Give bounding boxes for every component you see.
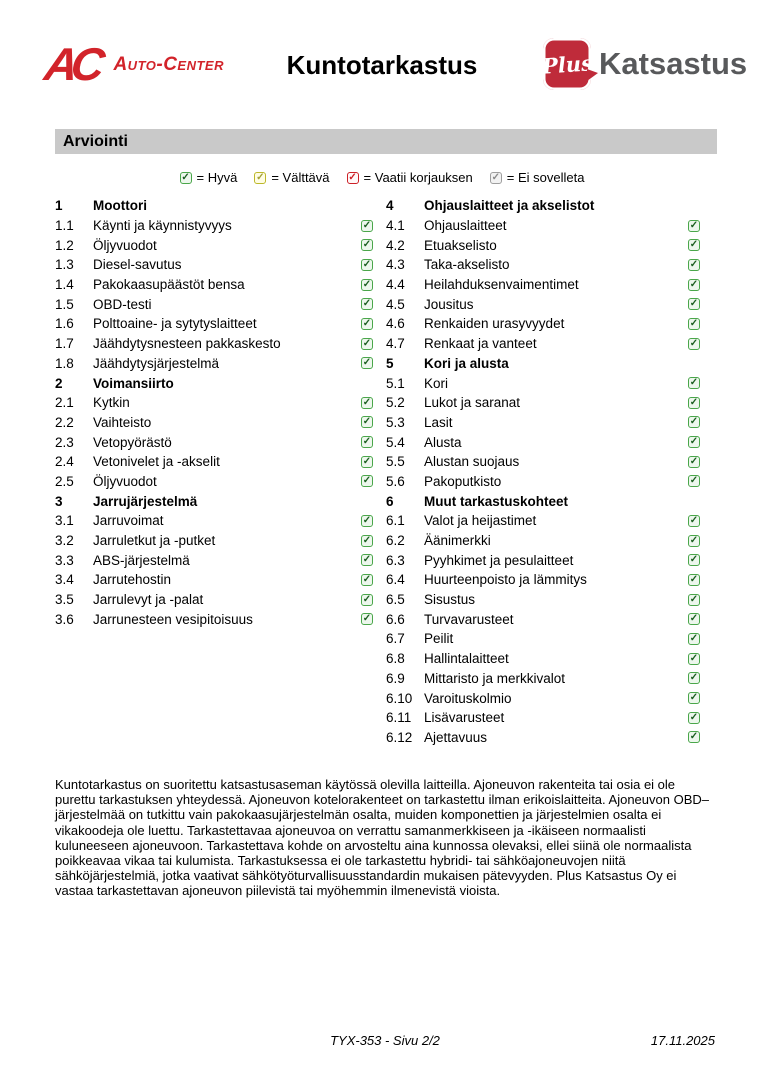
checklist-item-row bbox=[55, 511, 373, 531]
item-number: 2.5 bbox=[55, 473, 74, 489]
section-header-row bbox=[55, 196, 373, 216]
item-label: Huurteenpoisto ja lämmitys bbox=[424, 572, 587, 588]
item-label: ABS-järjestelmä bbox=[93, 552, 190, 568]
section-header-row bbox=[55, 373, 373, 393]
item-label: OBD-testi bbox=[93, 296, 152, 312]
item-label: Ohjauslaitteet bbox=[424, 218, 507, 234]
item-number: 4.7 bbox=[386, 336, 405, 352]
status-checkbox-good: ✓ bbox=[689, 416, 699, 428]
checklist-item-row bbox=[386, 216, 700, 236]
section-number: 2 bbox=[55, 375, 63, 391]
item-label: Sisustus bbox=[424, 592, 476, 608]
item-number: 2.2 bbox=[55, 414, 74, 430]
page-footer bbox=[55, 1033, 715, 1051]
item-number: 1.7 bbox=[55, 336, 74, 352]
item-label: Pakokaasupäästöt bensa bbox=[93, 277, 245, 293]
item-label: Lisävarusteet bbox=[424, 710, 505, 726]
status-checkbox-good: ✓ bbox=[362, 475, 372, 487]
section-header-row bbox=[386, 196, 700, 216]
item-label: Valot ja heijastimet bbox=[424, 513, 537, 529]
item-number: 6.12 bbox=[386, 729, 413, 745]
status-checkbox-good: ✓ bbox=[362, 258, 372, 270]
status-checkbox-repair: ✓ bbox=[348, 171, 357, 183]
status-checkbox-good: ✓ bbox=[689, 436, 699, 448]
item-label: Jarrutehostin bbox=[93, 572, 172, 588]
section-title: Jarrujärjestelmä bbox=[93, 493, 198, 509]
checklist-item-row bbox=[55, 432, 373, 452]
checklist-item-row bbox=[55, 413, 373, 433]
checklist-item-row bbox=[55, 354, 373, 374]
status-checkbox-good: ✓ bbox=[689, 239, 699, 251]
status-checkbox-good: ✓ bbox=[362, 239, 372, 251]
status-checkbox-good: ✓ bbox=[689, 692, 699, 704]
status-checkbox-good: ✓ bbox=[689, 475, 699, 487]
item-number: 5.2 bbox=[386, 395, 405, 411]
item-label: Jarrulevyt ja -palat bbox=[93, 592, 204, 608]
checklist-item-row bbox=[386, 550, 700, 570]
item-number: 3.4 bbox=[55, 572, 74, 588]
status-checkbox-good: ✓ bbox=[181, 171, 190, 183]
item-number: 5.3 bbox=[386, 414, 405, 430]
item-number: 5.6 bbox=[386, 473, 405, 489]
item-label: Mittaristo ja merkkivalot bbox=[424, 670, 566, 686]
checklist-column-right bbox=[386, 196, 700, 747]
checklist-item-row bbox=[386, 609, 700, 629]
legend-label: = Vaatii korjauksen bbox=[363, 170, 473, 185]
checklist-item-row bbox=[55, 393, 373, 413]
item-number: 3.2 bbox=[55, 533, 74, 549]
item-label: Pyyhkimet ja pesulaitteet bbox=[424, 552, 574, 568]
item-label: Alusta bbox=[424, 434, 462, 450]
checklist-item-row bbox=[386, 314, 700, 334]
checklist-item-row bbox=[386, 531, 700, 551]
disclaimer-text: Kuntotarkastus on suoritettu katsastusaseman käytössä olevilla laitteilla. Ajoneuvon rakenteita tai osia ei ole purettu tarkastuksen yhteydessä. Ajoneuvon kotelorakenteet on tarkastettu ilman erikoislaitteita. Ajoneuvon OBD–järjestelmää on tutkittu vain pakokaasujärjestelmän osalta, muiden komponettien ja järjestelmien osalta ei vikakoodeja ole luettu. Tarkastettavaa ajoneuvoa on verrattu samanmerkkiseen ja -ikäiseen normaalisti kuluneeseen ajoneuvoon. Tarkastettava kohde on arvosteltu aina kunnossa olevaksi, ellei siinä ole normaalista poikkeavaa vikaa tai kulumista. Tarkastuksessa ei ole tarkastettu hybridi- tai sähköajoneuvojen niitä sähköjärjestelmiä, jotka vaativat sähkötyöturvallisuusstandardin mukaisen pätevyyden. Plus Katsastus Oy ei vastaa tarkastettavan ajoneuvon piilevistä tai myöhemmin ilmenevistä vioista. bbox=[55, 777, 709, 899]
item-label: Käynti ja käynnistyvyys bbox=[93, 218, 232, 234]
status-checkbox-good: ✓ bbox=[689, 632, 699, 644]
checklist-item-row bbox=[386, 708, 700, 728]
status-checkbox-good: ✓ bbox=[689, 573, 699, 585]
status-checkbox-good: ✓ bbox=[689, 377, 699, 389]
item-label: Peilit bbox=[424, 631, 454, 647]
section-header-row bbox=[386, 354, 700, 374]
item-number: 6.2 bbox=[386, 533, 405, 549]
item-number: 4.5 bbox=[386, 296, 405, 312]
checklist-item-row bbox=[55, 255, 373, 275]
item-number: 6.3 bbox=[386, 552, 405, 568]
item-number: 1.3 bbox=[55, 257, 74, 273]
status-checkbox-good: ✓ bbox=[362, 396, 372, 408]
status-checkbox-good: ✓ bbox=[689, 396, 699, 408]
item-label: Öljyvuodot bbox=[93, 237, 157, 253]
item-label: Etuakselisto bbox=[424, 237, 497, 253]
section-title: Voimansiirto bbox=[93, 375, 174, 391]
item-label: Jousitus bbox=[424, 296, 474, 312]
checklist-item-row bbox=[55, 609, 373, 629]
status-checkbox-good: ✓ bbox=[362, 357, 372, 369]
status-checkbox-good: ✓ bbox=[689, 593, 699, 605]
status-legend bbox=[0, 170, 764, 185]
plus-badge-text: Plus bbox=[540, 49, 594, 79]
checklist-item-row bbox=[55, 314, 373, 334]
legend-item-fair bbox=[254, 170, 329, 185]
legend-label: = Hyvä bbox=[196, 170, 238, 185]
section-number: 5 bbox=[386, 355, 394, 371]
item-label: Jarruletkut ja -putket bbox=[93, 533, 216, 549]
status-checkbox-good: ✓ bbox=[362, 219, 372, 231]
checklist-item-row bbox=[55, 452, 373, 472]
item-label: Vetonivelet ja -akselit bbox=[93, 454, 220, 470]
section-header-row bbox=[386, 491, 700, 511]
item-number: 5.4 bbox=[386, 434, 405, 450]
status-checkbox-good: ✓ bbox=[362, 613, 372, 625]
status-checkbox-good: ✓ bbox=[689, 219, 699, 231]
section-header-bar bbox=[55, 129, 717, 154]
item-number: 1.2 bbox=[55, 237, 74, 253]
item-number: 4.1 bbox=[386, 218, 405, 234]
katsastus-logo-text: Katsastus bbox=[599, 46, 748, 81]
legend-label: = Välttävä bbox=[271, 170, 330, 185]
checklist-item-row bbox=[386, 688, 700, 708]
item-number: 1.6 bbox=[55, 316, 74, 332]
checklist-columns bbox=[55, 196, 700, 747]
checklist-item-row bbox=[386, 590, 700, 610]
status-checkbox-good: ✓ bbox=[362, 298, 372, 310]
checklist-item-row bbox=[386, 669, 700, 689]
item-number: 4.4 bbox=[386, 277, 405, 293]
checklist-item-row bbox=[55, 590, 373, 610]
item-label: Lasit bbox=[424, 414, 453, 430]
status-checkbox-good: ✓ bbox=[362, 337, 372, 349]
item-label: Kytkin bbox=[93, 395, 130, 411]
plus-katsastus-logo bbox=[540, 38, 748, 90]
item-label: Jarruvoimat bbox=[93, 513, 164, 529]
item-number: 5.1 bbox=[386, 375, 405, 391]
item-number: 2.3 bbox=[55, 434, 74, 450]
item-number: 6.1 bbox=[386, 513, 405, 529]
status-checkbox-good: ✓ bbox=[689, 613, 699, 625]
status-checkbox-good: ✓ bbox=[689, 317, 699, 329]
checklist-item-row bbox=[386, 373, 700, 393]
legend-item-repair bbox=[347, 170, 473, 185]
checklist-item-row bbox=[386, 452, 700, 472]
item-number: 3.5 bbox=[55, 592, 74, 608]
status-checkbox-good: ✓ bbox=[362, 593, 372, 605]
item-number: 1.5 bbox=[55, 296, 74, 312]
checklist-item-row bbox=[386, 432, 700, 452]
status-checkbox-good: ✓ bbox=[689, 258, 699, 270]
status-checkbox-good: ✓ bbox=[689, 278, 699, 290]
section-title: Moottori bbox=[93, 198, 147, 214]
auto-center-logo-text: Auto-Center bbox=[113, 53, 224, 75]
item-label: Vetopyörästö bbox=[93, 434, 172, 450]
checklist-item-row bbox=[55, 334, 373, 354]
item-label: Jäähdytysjärjestelmä bbox=[93, 355, 220, 371]
status-checkbox-good: ✓ bbox=[689, 298, 699, 310]
checklist-item-row bbox=[386, 235, 700, 255]
status-checkbox-fair: ✓ bbox=[256, 171, 265, 183]
section-header-row bbox=[55, 491, 373, 511]
status-checkbox-good: ✓ bbox=[362, 455, 372, 467]
checklist-item-row bbox=[55, 531, 373, 551]
status-checkbox-good: ✓ bbox=[689, 672, 699, 684]
item-number: 3.3 bbox=[55, 552, 74, 568]
section-header-label: Arviointi bbox=[63, 132, 128, 150]
checklist-item-row bbox=[386, 413, 700, 433]
status-checkbox-good: ✓ bbox=[362, 534, 372, 546]
section-number: 3 bbox=[55, 493, 63, 509]
item-number: 4.3 bbox=[386, 257, 405, 273]
section-number: 1 bbox=[55, 198, 63, 214]
status-checkbox-good: ✓ bbox=[362, 436, 372, 448]
section-number: 4 bbox=[386, 198, 394, 214]
checklist-item-row bbox=[386, 334, 700, 354]
item-number: 6.4 bbox=[386, 572, 405, 588]
item-number: 3.1 bbox=[55, 513, 74, 529]
footer-date: 17.11.2025 bbox=[650, 1033, 715, 1048]
item-label: Jäähdytysnesteen pakkaskesto bbox=[93, 336, 281, 352]
item-label: Öljyvuodot bbox=[93, 473, 157, 489]
status-checkbox-good: ✓ bbox=[689, 534, 699, 546]
item-number: 6.10 bbox=[386, 690, 413, 706]
item-label: Varoituskolmio bbox=[424, 690, 512, 706]
footer-page-info: TYX-353 - Sivu 2/2 bbox=[330, 1033, 440, 1048]
checklist-item-row bbox=[55, 294, 373, 314]
item-number: 2.4 bbox=[55, 454, 74, 470]
item-label: Renkaiden urasyvyydet bbox=[424, 316, 565, 332]
status-checkbox-good: ✓ bbox=[689, 337, 699, 349]
status-checkbox-good: ✓ bbox=[689, 455, 699, 467]
section-title: Muut tarkastuskohteet bbox=[424, 493, 569, 509]
item-label: Vaihteisto bbox=[93, 414, 152, 430]
item-number: 5.5 bbox=[386, 454, 405, 470]
item-label: Pakoputkisto bbox=[424, 473, 502, 489]
status-checkbox-good: ✓ bbox=[689, 731, 699, 743]
status-checkbox-good: ✓ bbox=[362, 416, 372, 428]
checklist-item-row bbox=[55, 550, 373, 570]
status-checkbox-good: ✓ bbox=[362, 514, 372, 526]
item-label: Hallintalaitteet bbox=[424, 651, 509, 667]
status-checkbox-good: ✓ bbox=[689, 711, 699, 723]
status-checkbox-good: ✓ bbox=[689, 554, 699, 566]
item-number: 1.4 bbox=[55, 277, 74, 293]
checklist-item-row bbox=[386, 570, 700, 590]
checklist-item-row bbox=[386, 275, 700, 295]
item-number: 2.1 bbox=[55, 395, 74, 411]
checklist-item-row bbox=[386, 472, 700, 492]
item-number: 6.6 bbox=[386, 611, 405, 627]
item-number: 6.5 bbox=[386, 592, 405, 608]
item-number: 1.8 bbox=[55, 355, 74, 371]
item-label: Renkaat ja vanteet bbox=[424, 336, 537, 352]
item-label: Polttoaine- ja sytytyslaitteet bbox=[93, 316, 257, 332]
checklist-item-row bbox=[386, 511, 700, 531]
checklist-item-row bbox=[386, 393, 700, 413]
item-label: Äänimerkki bbox=[424, 533, 491, 549]
legend-label: = Ei sovelleta bbox=[506, 170, 585, 185]
plus-badge-icon bbox=[540, 38, 594, 90]
checklist-item-row bbox=[386, 649, 700, 669]
status-checkbox-good: ✓ bbox=[362, 278, 372, 290]
item-number: 6.7 bbox=[386, 631, 405, 647]
item-label: Jarrunesteen vesipitoisuus bbox=[93, 611, 253, 627]
item-label: Ajettavuus bbox=[424, 729, 488, 745]
item-label: Alustan suojaus bbox=[424, 454, 520, 470]
item-number: 6.8 bbox=[386, 651, 405, 667]
item-number: 6.9 bbox=[386, 670, 405, 686]
status-checkbox-na: ✓ bbox=[491, 171, 500, 183]
checklist-item-row bbox=[386, 629, 700, 649]
legend-item-na bbox=[490, 170, 585, 185]
checklist-item-row bbox=[55, 235, 373, 255]
item-number: 6.11 bbox=[386, 710, 412, 726]
status-checkbox-good: ✓ bbox=[362, 573, 372, 585]
item-label: Kori bbox=[424, 375, 449, 391]
section-number: 6 bbox=[386, 493, 394, 509]
checklist-item-row bbox=[55, 216, 373, 236]
checklist-item-row bbox=[55, 570, 373, 590]
item-number: 4.2 bbox=[386, 237, 405, 253]
section-title: Ohjauslaitteet ja akselistot bbox=[424, 198, 595, 214]
item-label: Lukot ja saranat bbox=[424, 395, 521, 411]
item-label: Taka-akselisto bbox=[424, 257, 510, 273]
section-title: Kori ja alusta bbox=[424, 355, 509, 371]
item-number: 3.6 bbox=[55, 611, 74, 627]
legend-item-good bbox=[180, 170, 238, 185]
checklist-column-left bbox=[55, 196, 373, 747]
item-number: 1.1 bbox=[55, 218, 74, 234]
status-checkbox-good: ✓ bbox=[362, 317, 372, 329]
item-label: Turvavarusteet bbox=[424, 611, 514, 627]
checklist-item-row bbox=[386, 728, 700, 748]
item-number: 4.6 bbox=[386, 316, 405, 332]
checklist-item-row bbox=[386, 294, 700, 314]
status-checkbox-good: ✓ bbox=[362, 554, 372, 566]
status-checkbox-good: ✓ bbox=[689, 514, 699, 526]
auto-center-monogram-icon: AC bbox=[41, 38, 102, 90]
item-label: Diesel-savutus bbox=[93, 257, 182, 273]
page-title: Kuntotarkastus bbox=[286, 50, 478, 80]
checklist-item-row bbox=[55, 275, 373, 295]
checklist-item-row bbox=[386, 255, 700, 275]
checklist-item-row bbox=[55, 472, 373, 492]
status-checkbox-good: ✓ bbox=[689, 652, 699, 664]
item-label: Heilahduksenvaimentimet bbox=[424, 277, 579, 293]
